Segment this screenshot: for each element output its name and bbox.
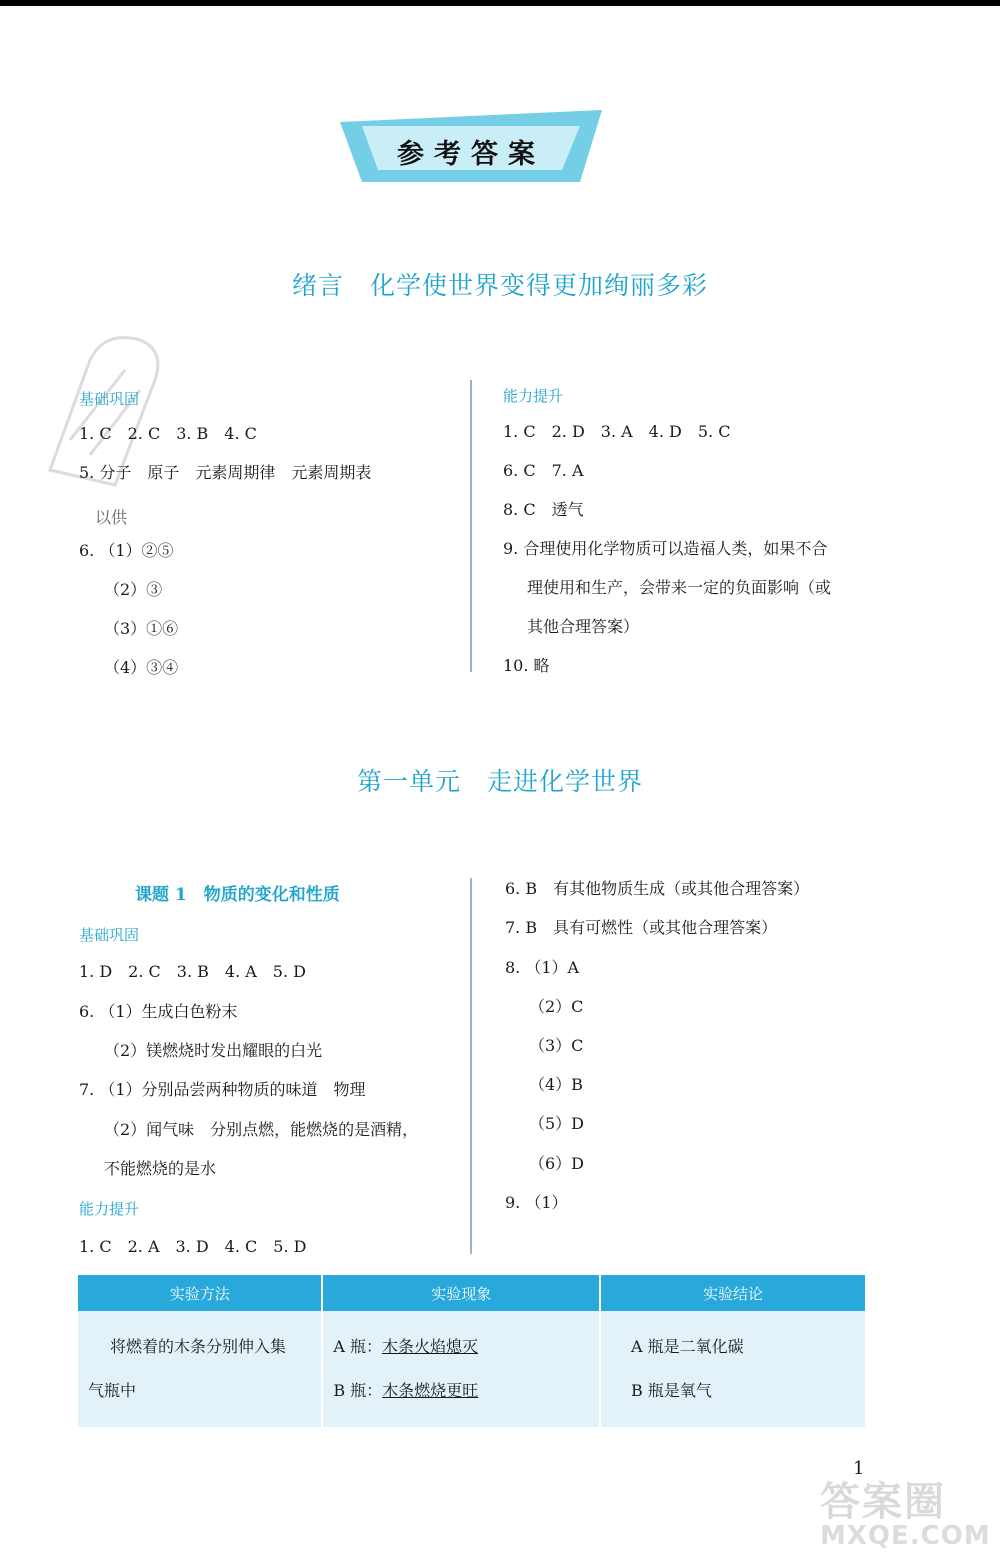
phenomenon-cell	[322, 1311, 600, 1427]
watermark-url: MXQE.COM	[820, 1521, 991, 1551]
intro-left-line: 6. （1）②⑤	[79, 541, 174, 560]
intro-left-line: （2）③	[104, 580, 163, 599]
column-divider	[470, 380, 472, 672]
phenomenon-value: 木条火焰熄灭	[382, 1337, 479, 1356]
unit1-right-line: （2）C	[529, 997, 584, 1016]
intro-right-line: 9. 合理使用化学物质可以造福人类，如果不合	[503, 539, 828, 558]
table-header-conclusion: 实验结论	[600, 1275, 866, 1311]
conclusion-line: A 瓶是二氧化碳	[631, 1337, 744, 1356]
unit1-right-line: 7. B 具有可燃性（或其他合理答案）	[505, 918, 778, 937]
unit1-right-line: （5）D	[529, 1114, 585, 1133]
table-header-phenomenon: 实验现象	[322, 1275, 600, 1311]
top-border	[0, 0, 1000, 6]
unit1-basic-label: 基础巩固	[79, 926, 140, 944]
phenomenon-prefix: A 瓶：	[333, 1337, 383, 1356]
phenomenon-line	[333, 1369, 589, 1413]
unit1-right-line: 9. （1）	[505, 1193, 568, 1212]
lesson-title: 课题 1 物质的变化和性质	[135, 885, 340, 905]
intro-left-line: 以供	[79, 508, 128, 527]
table-header-row	[78, 1275, 866, 1311]
page-title: 参考答案	[397, 139, 545, 170]
phenomenon-prefix: B 瓶：	[333, 1381, 383, 1400]
intro-right-line: 8. C 透气	[503, 500, 584, 519]
intro-title: 绪言 化学使世界变得更加绚丽多彩	[291, 271, 708, 300]
phenomenon-line	[333, 1325, 589, 1369]
watermark-logo-text: 答案圈	[820, 1479, 946, 1525]
unit1-left-line: 不能燃烧的是水	[104, 1159, 217, 1178]
unit1-left-line: 1. C 2. A 3. D 4. C 5. D	[79, 1237, 307, 1256]
column-divider	[470, 878, 472, 1254]
intro-left-line: （3）①⑥	[104, 619, 179, 638]
method-line: 气瓶中	[88, 1381, 137, 1400]
unit1-right-line: 6. B 有其他物质生成（或其他合理答案）	[505, 879, 810, 898]
unit1-title: 第一单元 走进化学世界	[356, 767, 643, 796]
unit1-right-line: （3）C	[529, 1036, 584, 1055]
unit1-ability-label: 能力提升	[79, 1200, 140, 1218]
table-header-method: 实验方法	[78, 1275, 322, 1311]
method-cell	[78, 1311, 322, 1427]
unit1-left-line: （2）闻气味 分别点燃，能燃烧的是酒精，	[104, 1120, 419, 1139]
intro-left-line: 5. 分子 原子 元素周期律 元素周期表	[79, 463, 372, 482]
unit1-left-line: 7. （1）分别品尝两种物质的味道 物理	[79, 1080, 366, 1099]
intro-right-line: 10. 略	[503, 656, 550, 675]
unit1-left-line: 6. （1）生成白色粉末	[79, 1002, 238, 1021]
unit1-right-line: （4）B	[529, 1075, 583, 1094]
conclusion-cell	[600, 1311, 866, 1427]
unit1-left-line: 1. D 2. C 3. B 4. A 5. D	[79, 962, 306, 981]
intro-basic-label: 基础巩固	[79, 390, 140, 408]
intro-right-line: 其他合理答案）	[527, 617, 640, 636]
method-line: 将燃着的木条分别伸入集	[110, 1337, 287, 1356]
intro-right-line: 理使用和生产，会带来一定的负面影响（或	[527, 578, 832, 597]
intro-ability-label: 能力提升	[503, 387, 564, 405]
unit1-left-line: （2）镁燃烧时发出耀眼的白光	[104, 1041, 323, 1060]
header-banner	[340, 110, 602, 184]
site-watermark	[820, 1470, 991, 1551]
conclusion-line: B 瓶是氧气	[631, 1381, 712, 1400]
page-number: 1	[853, 1458, 865, 1479]
unit1-right-line: 8. （1）A	[505, 958, 580, 977]
intro-right-line: 1. C 2. D 3. A 4. D 5. C	[503, 422, 731, 441]
table-row	[78, 1311, 866, 1427]
phenomenon-value: 木条燃烧更旺	[382, 1381, 479, 1400]
intro-left-line: 1. C 2. C 3. B 4. C	[79, 424, 257, 443]
unit1-right-line: （6）D	[529, 1154, 585, 1173]
intro-right-line: 6. C 7. A	[503, 461, 584, 480]
intro-left-line: （4）③④	[104, 658, 179, 677]
experiment-table	[78, 1275, 867, 1427]
